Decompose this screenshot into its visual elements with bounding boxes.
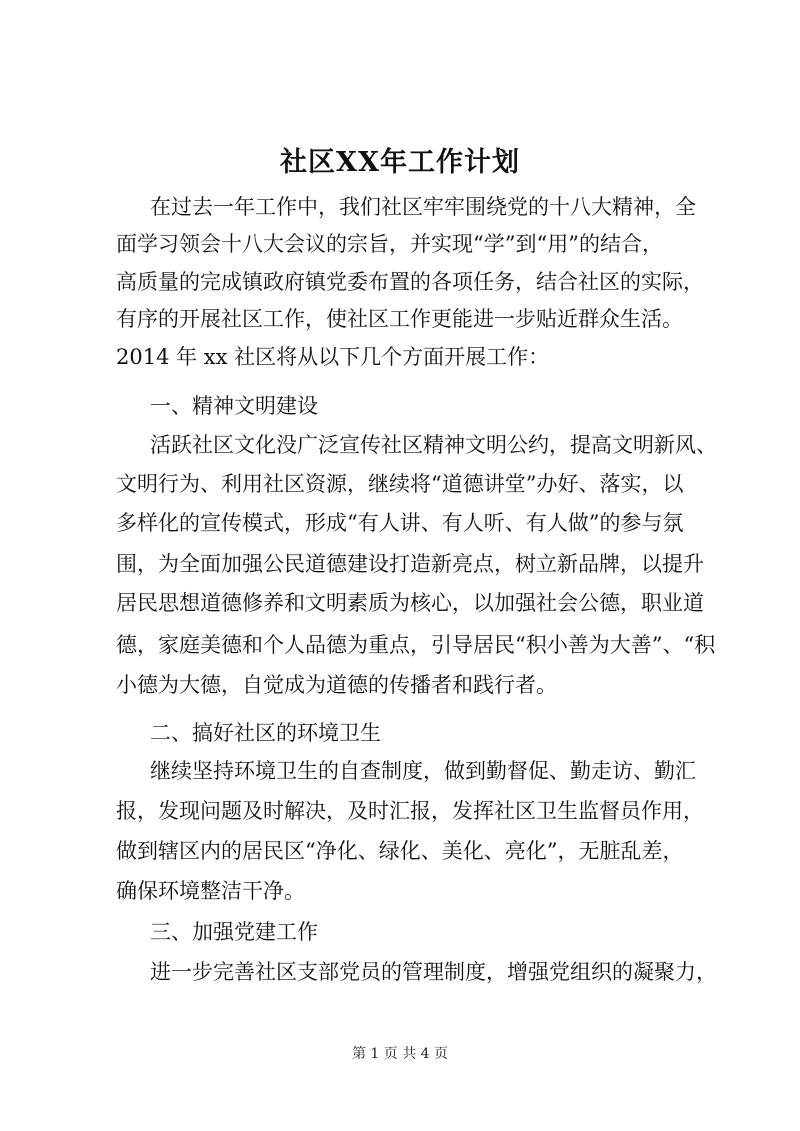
paragraph-line: 在过去一年工作中，我们社区牢牢围绕党的十八大精神，全 (150, 195, 696, 219)
paragraph-line: 2014 年 xx 社区将从以下几个方面开展工作： (116, 345, 550, 369)
paragraph-line: 活跃社区文化没广泛宣传社区精神文明公约，提高文明新风、 (150, 433, 717, 457)
section-heading: 三、加强党建工作 (150, 920, 318, 944)
paragraph-line: 小德为大德，自觉成为道德的传播者和践行者。 (116, 673, 557, 697)
paragraph-line: 报，发现问题及时解决，及时汇报，发挥社区卫生监督员作用， (116, 799, 704, 823)
paragraph-line: 围，为全面加强公民道德建设打造新亮点，树立新品牌，以提升 (116, 552, 704, 576)
paragraph-line: 高质量的完成镇政府镇党委布置的各项任务，结合社区的实际， (116, 270, 704, 294)
paragraph-line: 多样化的宣传模式，形成“有人讲、有人听、有人做”的参与氛 (116, 511, 684, 535)
paragraph-line: 继续坚持环境卫生的自查制度，做到勤督促、勤走访、勤汇 (150, 759, 696, 783)
paragraph-line: 做到辖区内的居民区“净化、绿化、美化、亮化”，无脏乱差， (116, 839, 684, 863)
paragraph-line: 进一步完善社区支部党员的管理制度，增强党组织的凝聚力， (150, 960, 717, 984)
paragraph-line: 居民思想道德修养和文明素质为核心，以加强社会公德，职业道 (116, 591, 704, 615)
paragraph-line: 确保环境整洁干净。 (116, 879, 305, 903)
paragraph-line: 面学习领会十八大会议的宗旨，并实现“学”到“用”的结合， (116, 232, 663, 256)
paragraph-line: 文明行为、利用社区资源，继续将“道德讲堂”办好、落实，以 (116, 472, 684, 496)
page-number-footer: 第 1 页 共 4 页 (351, 1046, 449, 1062)
section-heading: 二、搞好社区的环境卫生 (150, 721, 381, 745)
paragraph-line: 有序的开展社区工作，使社区工作更能进一步贴近群众生活。 (116, 307, 683, 331)
document-title: 社区XX年工作计划 (280, 147, 520, 178)
paragraph-line: 德，家庭美德和个人品德为重点，引导居民“积小善为大善”、“积 (116, 633, 716, 657)
section-heading: 一、精神文明建设 (150, 394, 318, 418)
